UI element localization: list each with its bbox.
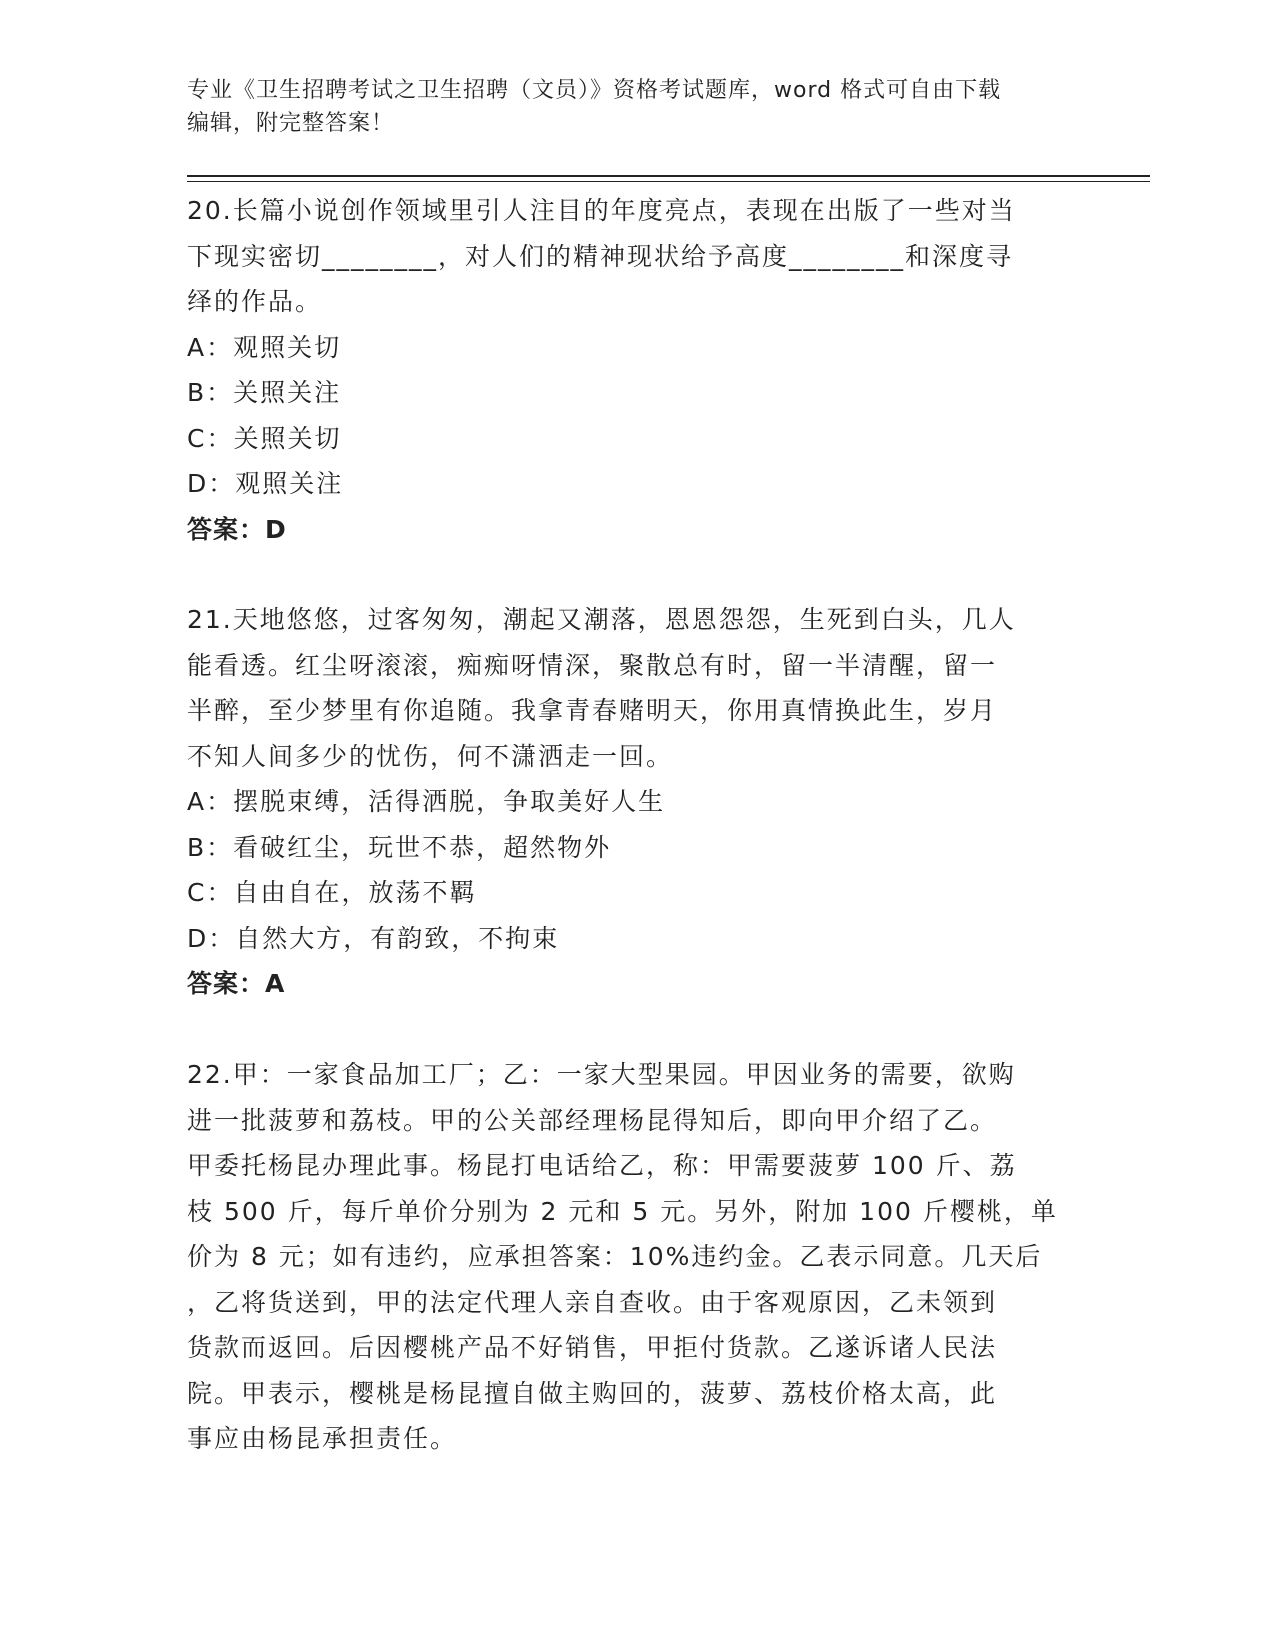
question-line: 事应由杨昆承担责任。 (187, 1424, 458, 1453)
question-line: 价为 8 元；如有违约，应承担答案：10%违约金。乙表示同意。几天后 (187, 1242, 1043, 1271)
question-text (187, 597, 1087, 779)
option-b: B：看破红尘，玩世不恭，超然物外 (187, 832, 612, 862)
document-header (187, 74, 1087, 140)
question-line: 绎的作品。 (187, 287, 323, 316)
option-a: A：观照关切 (187, 332, 342, 362)
answer-label: 答案：D (187, 514, 287, 544)
option-d: D：自然大方，有韵致，不拘束 (187, 923, 560, 953)
question-line: 枝 500 斤，每斤单价分别为 2 元和 5 元。另外，附加 100 斤樱桃，单 (187, 1196, 1058, 1226)
option-c: C：关照关切 (187, 423, 342, 453)
question-line: 21.天地悠悠，过客匆匆，潮起又潮落，恩恩怨怨，生死到白头，几人 (187, 605, 1016, 634)
question-line: 院。甲表示，樱桃是杨昆擅自做主购回的，菠萝、荔枝价格太高，此 (187, 1378, 998, 1408)
option-d: D：观照关注 (187, 469, 344, 498)
question-21 (187, 597, 1087, 1007)
question-line: 不知人间多少的忧伤，何不潇洒走一回。 (187, 741, 674, 771)
header-divider-thick (187, 175, 1150, 177)
header-divider-thin (187, 181, 1150, 182)
question-line: 能看透。红尘呀滚滚，痴痴呀情深，聚散总有时，留一半清醒，留一 (187, 650, 998, 680)
question-line: 20.长篇小说创作领域里引人注目的年度亮点，表现在出版了一些对当 (187, 196, 1016, 225)
answer-label: 答案：A (187, 969, 286, 998)
header-line-2: 编辑，附完整答案！ (187, 111, 395, 136)
question-text (187, 188, 1087, 325)
question-line: 货款而返回。后因樱桃产品不好销售，甲拒付货款。乙遂诉诸人民法 (187, 1333, 998, 1362)
question-line: ，乙将货送到，甲的法定代理人亲自查收。由于客观原因，乙未领到 (187, 1287, 998, 1317)
question-line: 22.甲：一家食品加工厂；乙：一家大型果园。甲因业务的需要，欲购 (187, 1060, 1016, 1089)
option-a: A：摆脱束缚，活得洒脱，争取美好人生 (187, 787, 666, 816)
option-c: C：自由自在，放荡不羁 (187, 878, 477, 907)
question-line: 半醉，至少梦里有你追随。我拿青春赌明天，你用真情换此生，岁月 (187, 696, 998, 725)
question-line: 甲委托杨昆办理此事。杨昆打电话给乙，称：甲需要菠萝 100 斤、荔 (187, 1151, 1017, 1180)
question-20 (187, 188, 1087, 552)
question-text (187, 1052, 1087, 1462)
question-22 (187, 1052, 1087, 1462)
header-line-1: 专业《卫生招聘考试之卫生招聘（文员）》资格考试题库，word 格式可自由下载 (187, 78, 1002, 103)
option-b: B：关照关注 (187, 378, 342, 407)
question-line: 下现实密切________，对人们的精神现状给予高度________和深度寻 (187, 241, 1014, 271)
question-line: 进一批菠萝和荔枝。甲的公关部经理杨昆得知后，即向甲介绍了乙。 (187, 1105, 998, 1135)
